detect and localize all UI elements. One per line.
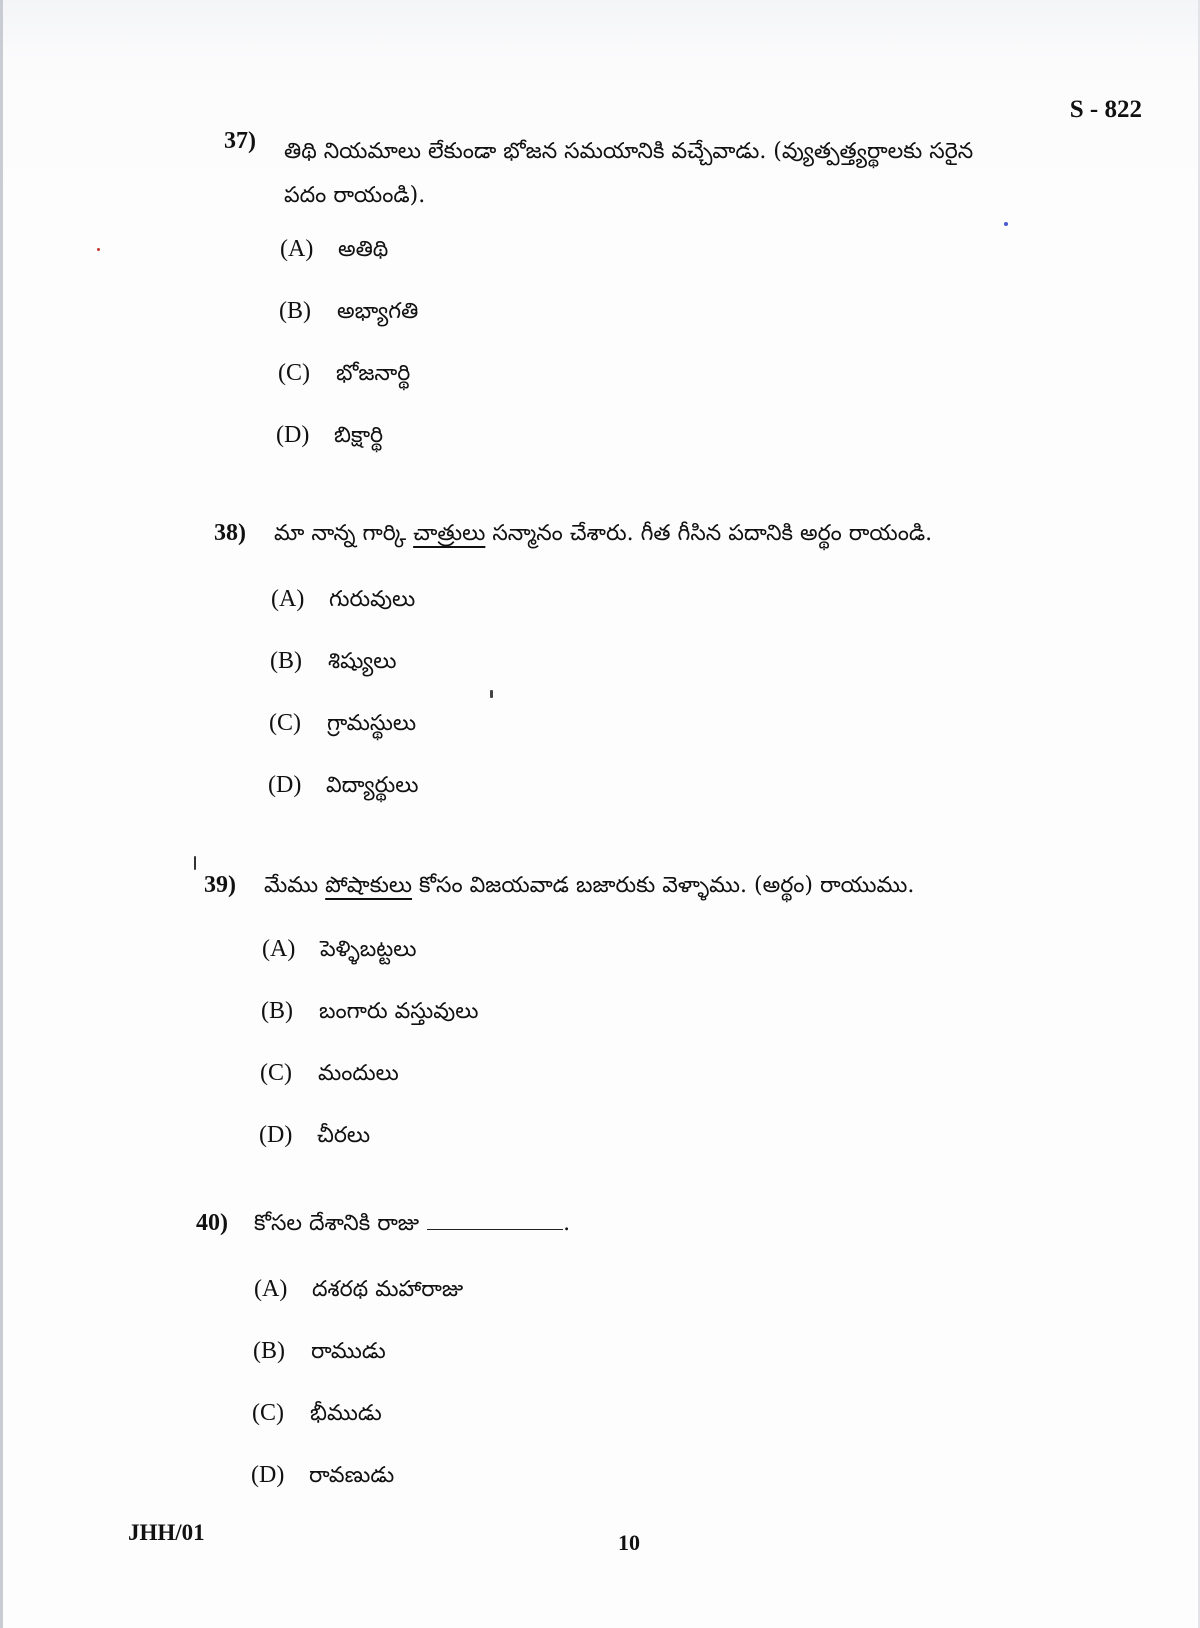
question-text-after: సన్మానం చేశారు. గీత గీసిన పదానికి అర్థం రాయండి. xyxy=(485,521,933,546)
option-letter: (B) xyxy=(279,298,311,324)
option-38-d[interactable] xyxy=(268,772,418,803)
option-letter: (A) xyxy=(254,1276,288,1302)
option-37-b[interactable] xyxy=(279,298,418,329)
question-text-after: కోసం విజయవాడ బజారుకు వెళ్ళాము. (అర్థం) రాయుము. xyxy=(412,873,915,898)
option-letter: (D) xyxy=(268,772,302,798)
option-letter: (C) xyxy=(278,360,310,386)
scan-edge-left xyxy=(0,0,3,1628)
option-text: మందులు xyxy=(318,1061,399,1086)
option-letter: (A) xyxy=(262,936,296,962)
option-40-a[interactable] xyxy=(254,1276,463,1307)
scan-speck xyxy=(194,856,196,870)
question-text-line: పదం రాయండి). xyxy=(284,183,426,208)
option-40-b[interactable] xyxy=(253,1338,386,1369)
option-letter: (B) xyxy=(261,998,293,1024)
question-text-before: కోసల దేశానికి రాజు xyxy=(254,1211,420,1236)
option-40-c[interactable] xyxy=(252,1400,382,1431)
question-number: 38) xyxy=(214,520,246,546)
question-text-before: మా నాన్న గార్కి xyxy=(274,521,414,546)
footer-code: JHH/01 xyxy=(128,1520,205,1545)
option-letter: (A) xyxy=(271,586,305,612)
option-text: శిష్యులు xyxy=(328,649,397,674)
scan-speck xyxy=(97,248,100,251)
question-text xyxy=(254,1202,570,1246)
option-38-a[interactable] xyxy=(271,586,415,617)
option-text: అభ్యాగతి xyxy=(337,299,419,324)
option-text: గ్రామస్థులు xyxy=(327,711,417,736)
question-text-after: . xyxy=(563,1211,571,1236)
option-text: పెళ్ళిబట్టలు xyxy=(320,937,417,962)
option-letter: (C) xyxy=(260,1060,292,1086)
option-text: విద్యార్థులు xyxy=(326,773,419,798)
question-text xyxy=(264,864,914,908)
question-text-before: మేము xyxy=(264,873,326,898)
option-39-d[interactable] xyxy=(259,1122,370,1153)
option-40-d[interactable] xyxy=(251,1462,394,1493)
option-text: చీరలు xyxy=(317,1123,371,1148)
page-number: 10 xyxy=(618,1530,640,1555)
paper-code: S - 822 xyxy=(1069,96,1142,123)
option-text: భోజనార్థి xyxy=(336,361,411,386)
question-number: 40) xyxy=(196,1210,228,1236)
option-letter: (B) xyxy=(253,1338,285,1364)
answer-blank xyxy=(427,1211,563,1230)
option-text: భీముడు xyxy=(310,1401,382,1426)
option-38-c[interactable] xyxy=(269,710,416,741)
question-number: 37) xyxy=(224,128,256,154)
option-letter: (D) xyxy=(251,1462,285,1488)
option-letter: (A) xyxy=(280,236,314,262)
question-text-line: తిథి నియమాలు లేకుండా భోజన సమయానికి వచ్చేవాడు. (వ్యుత్పత్త్యర్థాలకు సరైన xyxy=(284,139,974,164)
option-37-d[interactable] xyxy=(276,422,383,453)
option-37-a[interactable] xyxy=(280,236,388,267)
underlined-word: పోషాకులు xyxy=(325,873,413,898)
option-39-c[interactable] xyxy=(260,1060,399,1091)
scan-speck xyxy=(490,690,493,698)
option-text: రాముడు xyxy=(311,1339,386,1364)
question-text xyxy=(284,130,973,218)
option-39-a[interactable] xyxy=(262,936,416,967)
underlined-word: చాత్రులు xyxy=(413,521,486,546)
option-39-b[interactable] xyxy=(261,998,478,1029)
option-text: బిక్షార్థి xyxy=(334,423,384,448)
question-text xyxy=(274,512,932,556)
option-text: అతిథి xyxy=(338,237,389,262)
option-letter: (D) xyxy=(276,422,310,448)
option-text: గురువులు xyxy=(329,587,416,612)
option-letter: (B) xyxy=(270,648,302,674)
option-38-b[interactable] xyxy=(270,648,396,679)
option-letter: (C) xyxy=(252,1400,284,1426)
option-text: దశరథ మహారాజు xyxy=(312,1277,464,1302)
option-text: రావణుడు xyxy=(309,1463,395,1488)
option-letter: (D) xyxy=(259,1122,293,1148)
scan-speck xyxy=(1004,222,1008,226)
option-letter: (C) xyxy=(269,710,301,736)
question-number: 39) xyxy=(204,872,236,898)
option-37-c[interactable] xyxy=(278,360,410,391)
option-text: బంగారు వస్తువులు xyxy=(319,999,479,1024)
